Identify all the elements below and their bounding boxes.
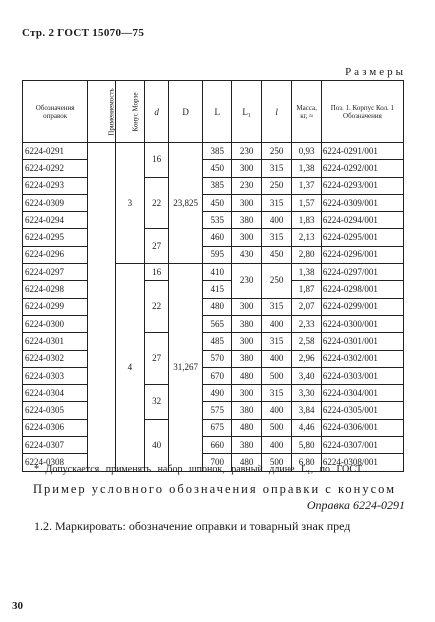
table-row [23,143,404,160]
col-D: D [169,81,203,143]
table-cell: 6224-0297/001 [321,264,403,281]
table-row [23,350,404,367]
table-cell: 2,80 [292,246,321,263]
table-row [23,385,404,402]
table-cell: 300 [232,194,261,211]
col-L1: L₁ [232,81,261,143]
table-cell: 0,93 [292,143,321,160]
table-row [23,160,404,177]
table-cell: 3 [115,143,144,264]
table-cell: 23,825 [169,143,203,264]
table-cell: 430 [232,246,261,263]
table-cell: 6,80 [292,454,321,471]
table-cell: 1,87 [292,281,321,298]
table-cell: 3,40 [292,367,321,384]
table-row [23,264,404,281]
table-cell: 230 [232,177,261,194]
table-cell: 2,33 [292,315,321,332]
table-row [23,315,404,332]
table-row [23,367,404,384]
table-cell: 3,30 [292,385,321,402]
table-cell: 6224-0296 [23,246,88,263]
table-cell: 460 [202,229,231,246]
table-row [23,402,404,419]
table-cell: 6224-0308/001 [321,454,403,471]
table-cell: 400 [261,402,292,419]
table-row [23,333,404,350]
mandrel-table [22,80,404,472]
table-cell: 6224-0309 [23,194,88,211]
table-cell: 300 [232,229,261,246]
page-number: 30 [12,600,23,612]
table-cell: 300 [232,160,261,177]
table-row [23,212,404,229]
col-mass: Масса, кг, ≈ [292,81,321,143]
table-row [23,298,404,315]
table-cell: 6224-0302 [23,350,88,367]
table-cell: 500 [261,454,292,471]
col-L: L [202,81,231,143]
table-cell: 6224-0292 [23,160,88,177]
table-cell: 410 [202,264,231,281]
table-cell: 450 [202,194,231,211]
table-cell: 315 [261,160,292,177]
table-cell: 6224-0305 [23,402,88,419]
table-cell: 32 [145,385,169,420]
table-cell: 480 [232,454,261,471]
table-cell: 660 [202,437,231,454]
table-cell: 570 [202,350,231,367]
table-cell: 1,57 [292,194,321,211]
table-cell: 6224-0295 [23,229,88,246]
col-applicability: Применяемость [88,81,115,143]
table-cell: 380 [232,350,261,367]
table-cell: 595 [202,246,231,263]
col-morse-cone: Конус Морзе [115,81,144,143]
table-cell: 6224-0304/001 [321,385,403,402]
table-row [23,419,404,436]
table-cell: 480 [232,367,261,384]
table-cell: 6224-0294 [23,212,88,229]
table-cell: 675 [202,419,231,436]
table-cell: 480 [202,298,231,315]
table-cell: 700 [202,454,231,471]
table-cell: 385 [202,177,231,194]
footnote: * Допускается применять набор шпонок, равный длине L₁, по ГОСТ [34,464,363,475]
table-cell: 400 [261,437,292,454]
table-cell: 1,83 [292,212,321,229]
table-cell: 6224-0292/001 [321,160,403,177]
table-cell: 380 [232,437,261,454]
table-cell: 315 [261,298,292,315]
table-cell: 22 [145,177,169,229]
table-cell: 490 [202,385,231,402]
table-cell: 500 [261,419,292,436]
table-body [23,143,404,472]
table-cell: 6224-0298/001 [321,281,403,298]
table-cell: 6224-0291 [23,143,88,160]
table-cell: 6224-0306 [23,419,88,436]
table-cell: 315 [261,229,292,246]
table-cell: 400 [261,212,292,229]
table-cell: 16 [145,264,169,281]
table-cell: 6224-0299 [23,298,88,315]
example-heading: Пример условного обозначения оправки с конусом [33,482,397,496]
table-cell: 6224-0297 [23,264,88,281]
table-cell: 315 [261,385,292,402]
table-cell: 6224-0293/001 [321,177,403,194]
table-cell: 2,07 [292,298,321,315]
table-cell: 6224-0299/001 [321,298,403,315]
table-cell: 6224-0291/001 [321,143,403,160]
table-cell: 31,267 [169,264,203,472]
table-row [23,229,404,246]
table-cell: 300 [232,298,261,315]
table-cell: 380 [232,402,261,419]
table-caption: Размеры [345,66,406,78]
table-cell: 380 [232,315,261,332]
table-cell: 2,96 [292,350,321,367]
table-cell: 16 [145,143,169,178]
table-cell: 27 [145,229,169,264]
table-cell: 1,38 [292,160,321,177]
table-cell: 250 [261,264,292,299]
col-d: d [145,81,169,143]
example-name: Оправка 6224-0291 [306,498,405,512]
marking-text: 1.2. Маркировать: обозначение оправки и товарный знак пред [34,519,351,533]
table-cell: 485 [202,333,231,350]
table-cell: 3,84 [292,402,321,419]
table-cell: 380 [232,212,261,229]
table-cell: 6224-0306/001 [321,419,403,436]
table-cell: 27 [145,333,169,385]
table-cell: 400 [261,315,292,332]
table-cell: 2,13 [292,229,321,246]
table-cell: 6224-0294/001 [321,212,403,229]
table-cell: 400 [261,350,292,367]
table-cell: 250 [261,177,292,194]
table-cell: 565 [202,315,231,332]
col-l: l [261,81,292,143]
table-cell: 6224-0301/001 [321,333,403,350]
table-cell: 6224-0300 [23,315,88,332]
table-cell: 6224-0301 [23,333,88,350]
table-cell: 230 [232,264,261,299]
table-cell: 500 [261,367,292,384]
table-cell: 6224-0305/001 [321,402,403,419]
table-cell: 6224-0303/001 [321,367,403,384]
table-cell: 6224-0309/001 [321,194,403,211]
col-designation: Обозначения оправок [23,81,88,143]
table-cell: 575 [202,402,231,419]
table-cell: 22 [145,281,169,333]
table-row [23,177,404,194]
page-header: Стр. 2 ГОСТ 15070—75 [22,27,145,39]
table-cell: 315 [261,194,292,211]
table-cell: 300 [232,385,261,402]
table-cell: 315 [261,333,292,350]
table-row [23,246,404,263]
table-cell: 5,80 [292,437,321,454]
table-cell: 4 [115,264,144,472]
table-cell: 6224-0307/001 [321,437,403,454]
table-cell: 300 [232,333,261,350]
table-cell: 450 [202,160,231,177]
table-cell: 6224-0304 [23,385,88,402]
table-cell: 6224-0308 [23,454,88,471]
table-cell: 1,38 [292,264,321,281]
table-cell: 2,58 [292,333,321,350]
table-cell: 6224-0302/001 [321,350,403,367]
table-cell: 230 [232,143,261,160]
table-row [23,437,404,454]
table-cell: 1,37 [292,177,321,194]
table-cell: 6224-0293 [23,177,88,194]
table-cell [88,143,115,472]
table-cell: 6224-0295/001 [321,229,403,246]
col-part: Поз. 1. Корпус Кол. 1 Обозначения [321,81,403,143]
table-cell: 480 [232,419,261,436]
table-cell: 250 [261,143,292,160]
table-cell: 6224-0298 [23,281,88,298]
table-cell: 670 [202,367,231,384]
table-cell: 6224-0307 [23,437,88,454]
table-cell: 6224-0303 [23,367,88,384]
table-cell: 415 [202,281,231,298]
table-row [23,281,404,298]
table-cell: 6224-0296/001 [321,246,403,263]
table-cell: 6224-0300/001 [321,315,403,332]
table-cell: 385 [202,143,231,160]
table-cell: 535 [202,212,231,229]
table-cell: 40 [145,419,169,471]
table-cell: 450 [261,246,292,263]
table-cell: 4,46 [292,419,321,436]
table-row [23,194,404,211]
